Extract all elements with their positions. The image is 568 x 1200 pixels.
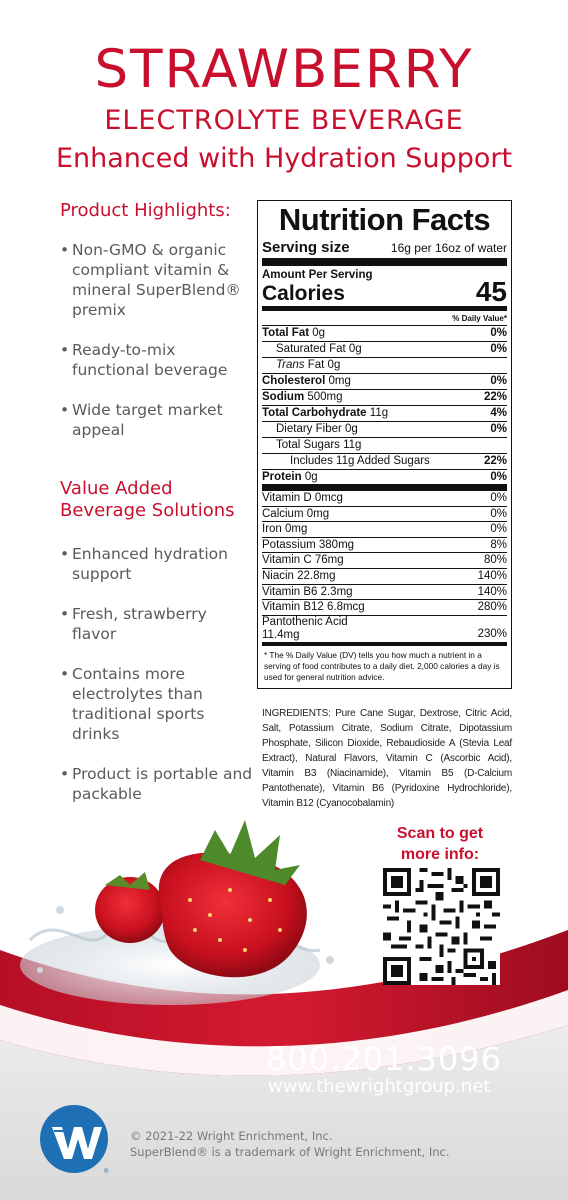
nutrition-facts-title: Nutrition Facts xyxy=(278,202,491,237)
cholesterol-label: Cholesterol xyxy=(262,375,326,387)
vitamin-dv: 280% xyxy=(477,601,507,614)
copyright-block xyxy=(130,1128,450,1160)
protein-amount: 0g xyxy=(304,471,318,483)
added-sugars-label: Includes 11g Added Sugars xyxy=(290,455,430,467)
product-tagline: Enhanced with Hydration Support xyxy=(55,143,513,174)
ingredients-text: INGREDIENTS: Pure Cane Sugar, Dextrose, Citric Acid, Salt, Potassium Citrate, Sodium Citrate, Dipotassium Phosphate, Silicon Dioxide, Rebaudioside A (Stevia Leaf Extract), Natural Flavors, Vitamin C (Ascorbic Acid), Vitamin B3 (Niacinamide), Vitamin B5 (D-Calcium Pantothenate), Vitamin B6 (Pyridoxine Hydrochloride), Vitamin B12 (Cyanocobalamin) xyxy=(262,708,512,809)
calories-value: 45 xyxy=(475,276,507,307)
cholesterol-row xyxy=(262,374,507,390)
daily-value-header: % Daily Value* xyxy=(262,311,507,326)
vitamin-list xyxy=(262,491,507,646)
value-item: • Fresh, strawberry flavor xyxy=(60,604,255,644)
strawberry-small xyxy=(95,872,165,943)
vitamin-name: Potassium 380mg xyxy=(262,538,355,551)
vitamin-name: Vitamin C 76mg xyxy=(262,554,344,567)
vitamin-name: Iron 0mg xyxy=(262,523,308,536)
calories-label: Calories xyxy=(262,282,345,305)
copyright-line2: SuperBlend® is a trademark of Wright Enrichment, Inc. xyxy=(130,1145,450,1159)
scan-prompt xyxy=(380,823,500,865)
total-carb-label: Total Carbohydrate xyxy=(262,407,367,419)
total-carb-dv: 4% xyxy=(490,407,507,419)
value-item: • Enhanced hydration support xyxy=(60,544,255,584)
vitamin-name: Vitamin B6 2.3mg xyxy=(262,585,353,598)
vitamin-dv: 0% xyxy=(490,492,507,504)
vitamin-dv: 140% xyxy=(477,569,507,582)
vitamin-name: Niacin 22.8mg xyxy=(262,569,336,582)
strawberry-large xyxy=(159,820,307,977)
saturated-fat-label: Saturated Fat 0g xyxy=(276,343,362,355)
product-subtitle: ELECTROLYTE BEVERAGE xyxy=(104,105,464,136)
vitamin-row xyxy=(262,553,507,569)
vitamin-name: Vitamin D 0mcg xyxy=(262,492,343,504)
protein-label: Protein xyxy=(262,471,302,483)
cholesterol-dv: 0% xyxy=(490,375,507,387)
total-carb-row xyxy=(262,406,507,422)
fiber-dv: 0% xyxy=(490,423,507,435)
total-fat-dv: 0% xyxy=(490,327,507,339)
nutrition-facts-panel xyxy=(257,200,512,689)
vitamin-name: Vitamin B12 6.8mcg xyxy=(262,601,365,614)
saturated-fat-row xyxy=(262,342,507,358)
pantothenic-line2: 11.4mg xyxy=(262,628,300,641)
trans-fat-label: Fat 0g xyxy=(307,359,341,371)
highlight-item: • Non-GMO & organic compliant vitamin & mineral SuperBlend® premix xyxy=(60,240,255,320)
value-item: • Product is portable and packable xyxy=(60,764,255,804)
serving-size-label: Serving size xyxy=(262,239,350,256)
trans-fat-italic: Trans xyxy=(276,359,305,371)
vitamin-dv: 140% xyxy=(477,585,507,598)
vitamin-row xyxy=(262,522,507,538)
left-column xyxy=(60,200,255,804)
total-sugars-row xyxy=(262,438,507,454)
scan-line1: Scan to get xyxy=(396,825,484,842)
scan-line2: more info: xyxy=(400,846,480,863)
qr-code-icon[interactable] xyxy=(383,868,500,985)
title-block xyxy=(0,40,568,176)
amount-per-serving: Amount Per Serving xyxy=(262,269,373,281)
added-sugars-dv: 22% xyxy=(483,455,507,467)
trans-fat-row xyxy=(262,358,507,374)
vitamin-row xyxy=(262,585,507,601)
vitamin-row xyxy=(262,507,507,523)
sodium-amount: 500mg xyxy=(307,391,343,403)
vitamin-dv: 8% xyxy=(490,538,507,551)
value-added-heading xyxy=(60,478,255,522)
value-added-heading-line2: Beverage Solutions xyxy=(60,500,235,521)
pantothenic-line1: Pantothenic Acid xyxy=(262,615,348,628)
total-fat-label: Total Fat xyxy=(262,327,310,339)
saturated-fat-dv: 0% xyxy=(490,343,507,355)
pantothenic-row xyxy=(262,616,507,646)
product-title: STRAWBERRY xyxy=(94,39,474,100)
copyright-line1: © 2021-22 Wright Enrichment, Inc. xyxy=(130,1129,333,1143)
serving-size-value: 16g per 16oz of water xyxy=(390,241,507,255)
cholesterol-amount: 0mg xyxy=(328,375,351,387)
pantothenic-dv: 230% xyxy=(477,627,507,640)
highlights-heading: Product Highlights: xyxy=(60,200,231,221)
phone-number[interactable]: 800.201.3096 xyxy=(266,1040,502,1078)
protein-dv: 0% xyxy=(490,471,507,483)
protein-row xyxy=(262,470,507,491)
fiber-label: Dietary Fiber 0g xyxy=(276,423,358,435)
vitamin-dv: 0% xyxy=(490,507,507,520)
total-carb-amount: 11g xyxy=(369,407,389,419)
vitamin-row xyxy=(262,491,507,507)
sodium-row xyxy=(262,390,507,406)
serving-size-row xyxy=(262,239,507,266)
calories-row xyxy=(262,276,507,311)
highlight-item: • Ready-to-mix functional beverage xyxy=(60,340,255,380)
value-added-heading-line1: Value Added xyxy=(60,478,173,499)
vitamin-dv: 80% xyxy=(483,554,507,567)
added-sugars-row xyxy=(262,454,507,470)
sodium-dv: 22% xyxy=(483,391,507,403)
website-link[interactable]: www.thewrightgroup.net xyxy=(268,1076,491,1097)
wright-logo-icon xyxy=(40,1103,112,1175)
svg-text:®: ® xyxy=(104,1169,109,1175)
vitamin-row xyxy=(262,600,507,616)
total-fat-amount: 0g xyxy=(312,327,326,339)
vitamin-dv: 0% xyxy=(490,523,507,536)
fiber-row xyxy=(262,422,507,438)
total-sugars-label: Total Sugars 11g xyxy=(276,439,362,451)
value-item: • Contains more electrolytes than traditional sports drinks xyxy=(60,664,255,744)
highlight-item: • Wide target market appeal xyxy=(60,400,255,440)
vitamin-name: Calcium 0mg xyxy=(262,507,330,520)
sodium-label: Sodium xyxy=(262,391,305,403)
total-fat-row xyxy=(262,326,507,342)
vitamin-row xyxy=(262,538,507,554)
dv-footnote: * The % Daily Value (DV) tells you how much a nutrient in a serving of food contributes to a daily diet. 2,000 calories a day is used for general nutrition advice. xyxy=(264,649,500,682)
vitamin-row xyxy=(262,569,507,585)
